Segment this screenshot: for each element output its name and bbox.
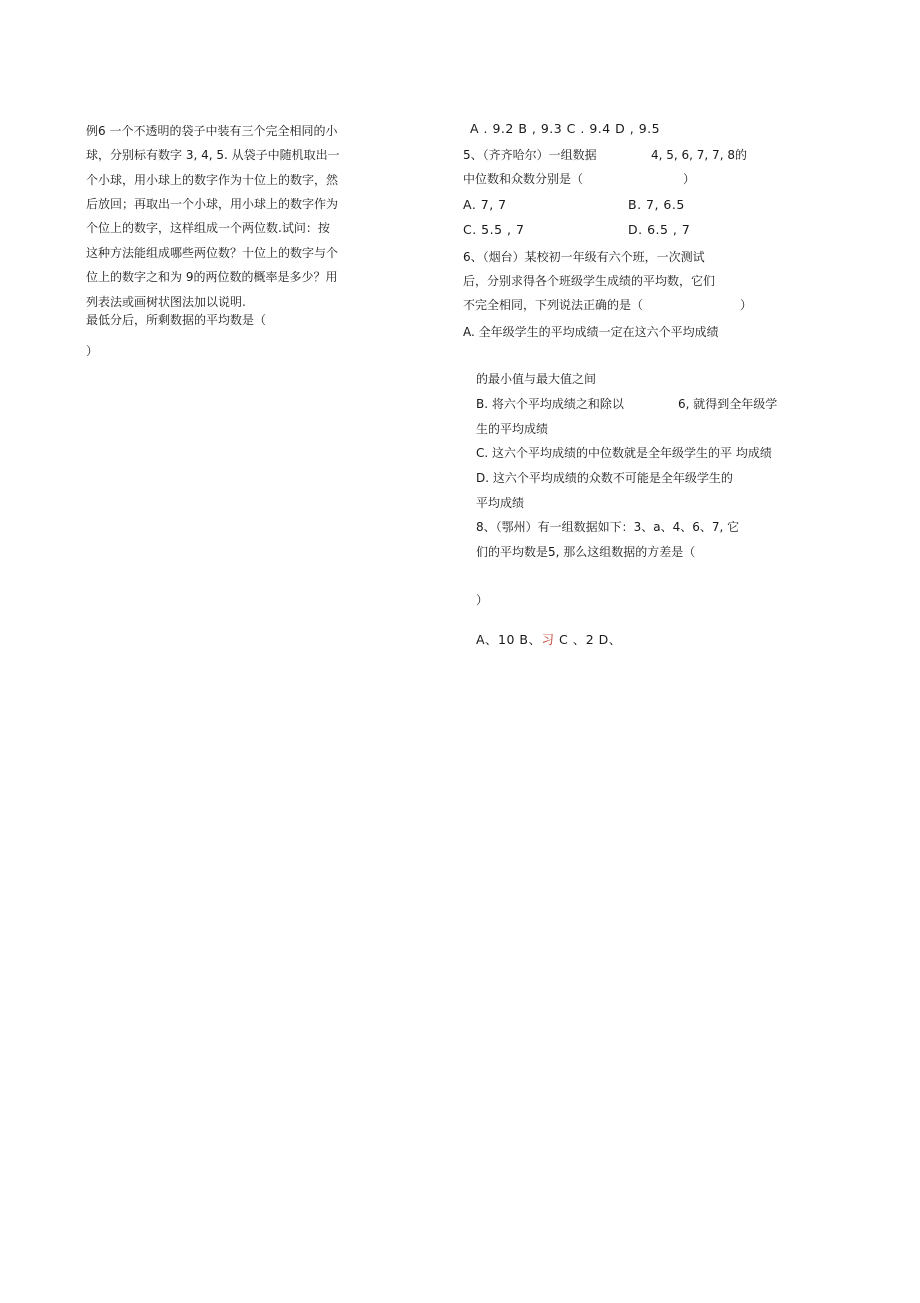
q8-options-red-mark: 习 [541, 632, 555, 647]
example6-line-7: 位上的数字之和为 9的两位数的概率是多少？用 [86, 270, 338, 284]
example6-line-1: 例6 一个不透明的袋子中装有三个完全相同的小 [86, 124, 338, 138]
q6-option-c-line-1: C. 这六个平均成绩的中位数就是全年级学生的平 均成绩 [476, 446, 772, 460]
example6-line-3: 个小球，用小球上的数字作为十位上的数字，然 [86, 173, 339, 187]
q8-options [476, 632, 622, 648]
q6-line-3b: ） [740, 298, 753, 312]
q8-line-2: 们的平均数是5, 那么这组数据的方差是（ [476, 545, 696, 559]
example6-line-5: 个位上的数字，这样组成一个两位数.试问：按 [86, 221, 330, 235]
q6-line-3a: 不完全相同，下列说法正确的是（ [463, 298, 644, 312]
q6-option-a-line-2: 的最小值与最大值之间 [476, 372, 597, 386]
q6-option-d-line-2: 平均成绩 [476, 496, 525, 510]
example6-line-2: 球，分别标有数字 3, 4, 5. 从袋子中随机取出一 [86, 148, 340, 162]
q6-option-d-line-1: D. 这六个平均成绩的众数不可能是全年级学生的 [476, 471, 733, 485]
q5-option-a: A. 7, 7 [463, 197, 507, 212]
example6-line-4: 后放回；再取出一个小球，用小球上的数字作为 [86, 197, 339, 211]
q8-line-3: ） [476, 593, 489, 607]
q6-line-1: 6、（烟台）某校初一年级有六个班，一次测试 [463, 250, 705, 264]
previous-question-options: A . 9.2 B , 9.3 C . 9.4 D , 9.5 [470, 121, 661, 136]
q6-option-b-line-1a: B. 将六个平均成绩之和除以 [476, 397, 624, 411]
q8-options-b: C 、2 D、 [554, 632, 622, 647]
q5-option-d: D. 6.5 , 7 [628, 222, 691, 237]
q8-line-1: 8、（鄂州）有一组数据如下：3、a、4、6、7, 它 [476, 520, 740, 534]
q5-line-2a: 中位数和众数分别是（ [463, 172, 584, 186]
q6-option-a-line-1: A. 全年级学生的平均成绩一定在这六个平均成绩 [463, 325, 719, 339]
q5-line-2b: ） [683, 172, 696, 186]
q5-line-1b: 4, 5, 6, 7, 7, 8的 [651, 148, 747, 162]
tail-question-line-1: 最低分后，所剩数据的平均数是（ [86, 313, 267, 327]
q6-option-b-line-1b: 6, 就得到全年级学 [678, 397, 778, 411]
q5-option-c: C. 5.5 , 7 [463, 222, 525, 237]
example6-line-8: 列表法或画树状图法加以说明. [86, 295, 246, 309]
tail-question-line-2: ） [86, 344, 99, 358]
q5-line-1a: 5、（齐齐哈尔）一组数据 [463, 148, 597, 162]
q5-option-b: B. 7, 6.5 [628, 197, 685, 212]
example6-line-6: 这种方法能组成哪些两位数？十位上的数字与个 [86, 246, 339, 260]
q8-options-a: A、10 B、 [476, 632, 542, 647]
q6-option-b-line-2: 生的平均成绩 [476, 422, 549, 436]
q6-line-2: 后，分别求得各个班级学生成绩的平均数，它们 [463, 274, 716, 288]
